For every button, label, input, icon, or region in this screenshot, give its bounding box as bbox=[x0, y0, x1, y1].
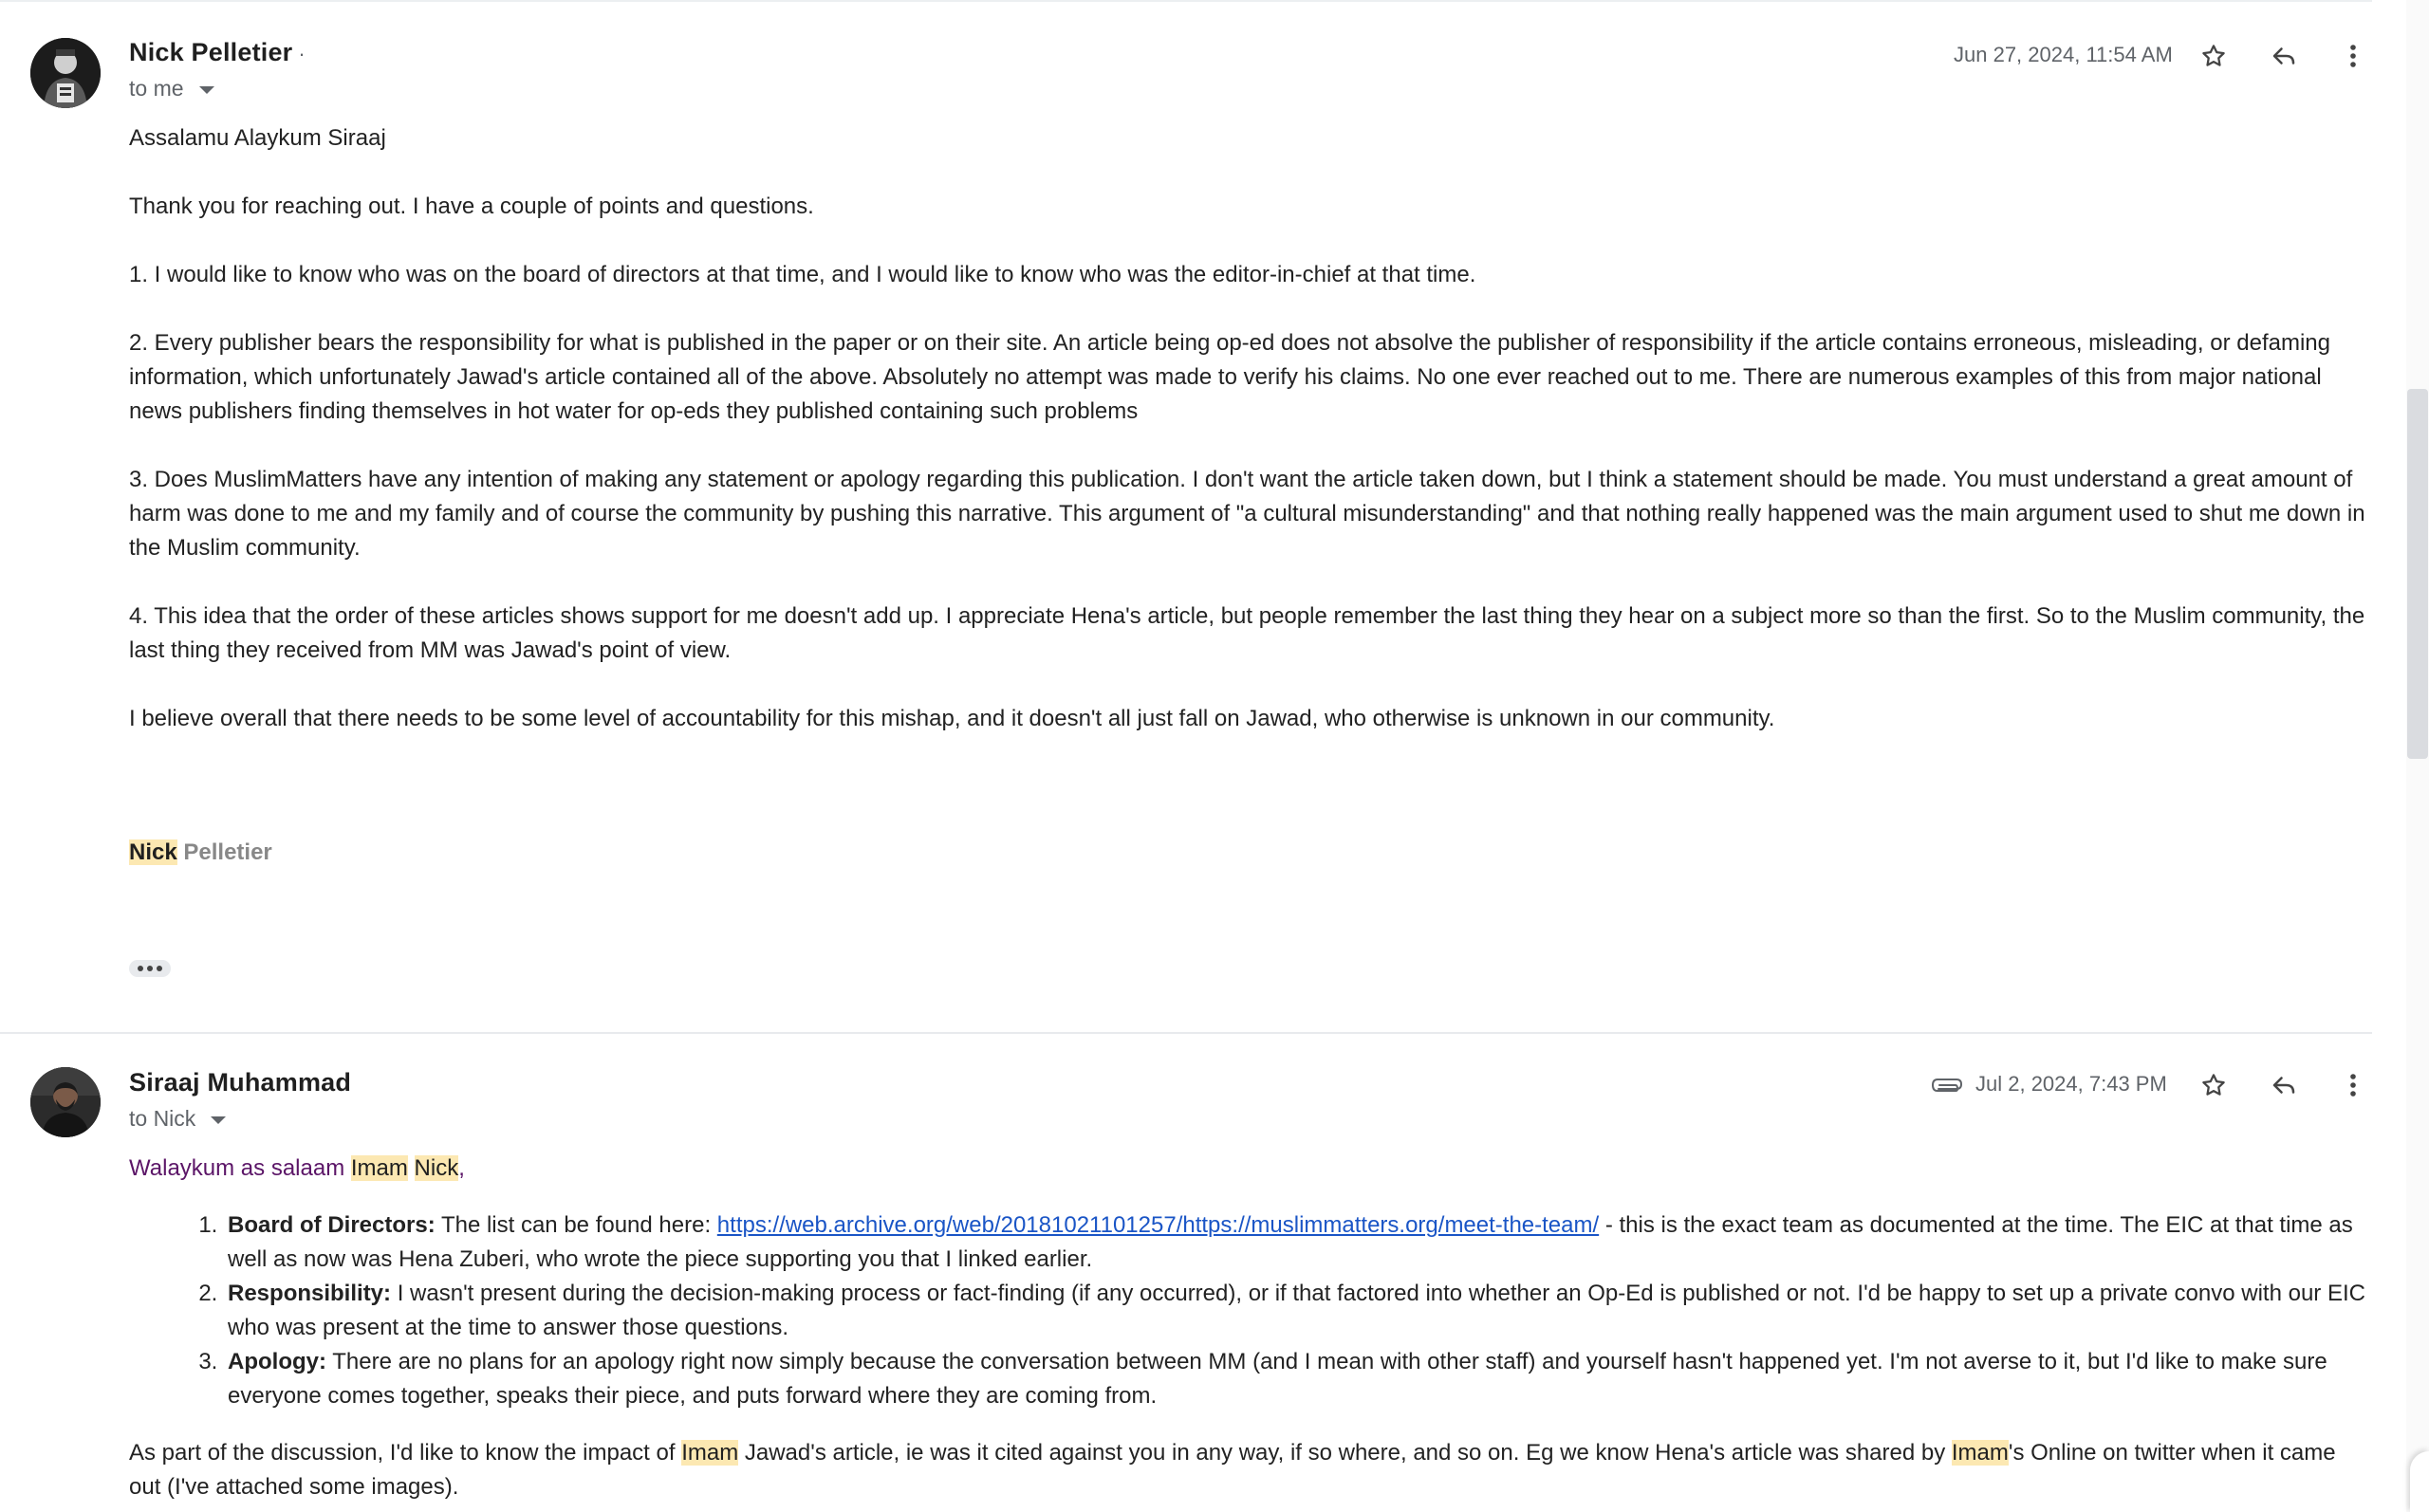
item-text: The list can be found here: bbox=[435, 1212, 717, 1238]
greeting-comma: , bbox=[458, 1155, 465, 1181]
ellipsis-dot bbox=[147, 966, 153, 971]
body-paragraph: 3. Does MuslimMatters have any intention of making any statement or apology regarding this publication. I don't want the article taken down, but I think a statement should be made. You must understand a great amount of harm was done to me and my family and of course the community by pushing this narrative. This argument of "a cultural misunderstanding" and that nothing really happened was the main argument used to shut me down in the Muslim community. bbox=[129, 467, 2365, 561]
recipient-details[interactable] bbox=[129, 1106, 226, 1132]
show-trimmed-content-button[interactable] bbox=[129, 960, 171, 977]
message-body bbox=[129, 121, 2372, 770]
body-paragraph: Thank you for reaching out. I have a couple of points and questions. bbox=[129, 194, 814, 219]
avatar[interactable] bbox=[30, 38, 101, 108]
reply-icon bbox=[2269, 1071, 2299, 1099]
avatar[interactable] bbox=[30, 1067, 101, 1137]
star-button[interactable] bbox=[2193, 35, 2234, 77]
attachment-icon bbox=[1931, 1075, 1963, 1096]
body-paragraph: 1. I would like to know who was on the board of directors at that time, and I would like to know who was the editor-in-chief at that time. bbox=[129, 262, 1476, 287]
response-list bbox=[129, 1208, 2372, 1413]
recipient-details[interactable] bbox=[129, 76, 214, 101]
signature-last-name: Pelletier bbox=[183, 839, 272, 865]
greeting-line bbox=[129, 1152, 2372, 1186]
attachment-indicator bbox=[1926, 1064, 1968, 1106]
star-button[interactable] bbox=[2193, 1064, 2234, 1106]
reply-icon bbox=[2269, 42, 2299, 70]
closing-paragraph bbox=[129, 1436, 2372, 1504]
body-paragraph: I believe overall that there needs to be some level of accountability for this mishap, and it doesn't all just fall on Jawad, who otherwise is unknown in our community. bbox=[129, 706, 1775, 731]
more-vert-icon bbox=[2348, 42, 2358, 70]
highlighted-word: Imam bbox=[681, 1440, 739, 1466]
star-icon bbox=[2199, 42, 2228, 70]
item-title: Responsibility: bbox=[228, 1281, 392, 1306]
highlighted-word: Imam bbox=[1951, 1440, 2009, 1466]
body-paragraph: 4. This idea that the order of these articles shows support for me doesn't add up. I appreciate Hena's article, but people remember the last thing they hear on a subject more so than the first. So to the Muslim community, the last thing they received from MM was Jawad's point of view. bbox=[129, 603, 2365, 663]
side-panel-edge bbox=[2410, 1451, 2429, 1512]
email-message-2 bbox=[0, 1034, 2372, 1512]
closing-text: Jawad's article, ie was it cited against you in any way, if so where, and so on. Eg we know Hena's article was shared by bbox=[738, 1440, 1952, 1466]
message-date: Jul 2, 2024, 7:43 PM bbox=[1975, 1072, 2167, 1096]
highlighted-word: Imam bbox=[350, 1155, 408, 1181]
message-body bbox=[129, 1152, 2372, 1504]
greeting-text: Walaykum as salaam bbox=[129, 1155, 351, 1181]
archive-link[interactable]: https://web.archive.org/web/20181021101257/https://muslimmatters.org/meet-the-team/ bbox=[716, 1212, 1600, 1238]
item-title: Apology: bbox=[228, 1349, 326, 1374]
more-options-button[interactable] bbox=[2332, 35, 2374, 77]
sender-separator: · bbox=[298, 42, 306, 65]
greeting-line: Assalamu Alaykum Siraaj bbox=[129, 125, 386, 151]
recipient-label: to Nick bbox=[129, 1106, 196, 1131]
ellipsis-dot bbox=[157, 966, 162, 971]
item-text: I wasn't present during the decision-making process or fact-finding (if any occurred), or if that factored into whether an Op-Ed is published or not. I'd be happy to set up a private convo with our EIC who was present at the time to answer those questions. bbox=[228, 1281, 2365, 1340]
list-item bbox=[224, 1277, 2372, 1345]
signature bbox=[129, 836, 2372, 870]
list-item bbox=[224, 1345, 2372, 1413]
ellipsis-dot bbox=[138, 966, 143, 971]
reply-button[interactable] bbox=[2263, 1064, 2305, 1106]
item-text: - this is the exact team as documented at the time. The EIC at that time as well as now was Hena Zuberi, who wrote the piece supporting you that I linked earlier. bbox=[228, 1212, 2353, 1272]
highlighted-word: Nick bbox=[414, 1155, 459, 1181]
more-options-button[interactable] bbox=[2332, 1064, 2374, 1106]
recipient-label: to me bbox=[129, 76, 184, 101]
sender-name[interactable]: Siraaj Muhammad bbox=[129, 1068, 352, 1097]
chevron-down-icon[interactable] bbox=[199, 86, 214, 94]
closing-text: 's Online on twitter when it came out (I've attached some images). bbox=[129, 1440, 2336, 1500]
item-title: Board of Directors: bbox=[228, 1212, 436, 1238]
reply-button[interactable] bbox=[2263, 35, 2305, 77]
highlighted-name: Nick bbox=[129, 839, 177, 865]
star-icon bbox=[2199, 1071, 2228, 1099]
closing-text: As part of the discussion, I'd like to know the impact of bbox=[129, 1440, 682, 1466]
chevron-down-icon[interactable] bbox=[211, 1116, 226, 1124]
item-text: There are no plans for an apology right now simply because the conversation between MM (and I mean with other staff) and yourself hasn't happened yet. I'm not averse to it, but I'd like to make sure everyone comes together, speaks their piece, and puts forward where they are coming from. bbox=[228, 1349, 2327, 1409]
sender-name[interactable]: Nick Pelletier · bbox=[129, 38, 306, 66]
body-paragraph: 2. Every publisher bears the responsibility for what is published in the paper or on their site. An article being op-ed does not absolve the publisher of responsibility if the article contains erroneous, misleading, or defaming information, which unfortunately Jawad's article contained all of the above. Absolutely no attempt was made to verify his claims. No one ever reached out to me. There are numerous examples of this from major national news publishers finding themselves in hot water for op-eds they published containing such problems bbox=[129, 330, 2330, 424]
scrollbar-thumb[interactable] bbox=[2407, 389, 2428, 759]
list-item bbox=[224, 1208, 2372, 1277]
message-date: Jun 27, 2024, 11:54 AM bbox=[1954, 43, 2173, 66]
more-vert-icon bbox=[2348, 1071, 2358, 1099]
